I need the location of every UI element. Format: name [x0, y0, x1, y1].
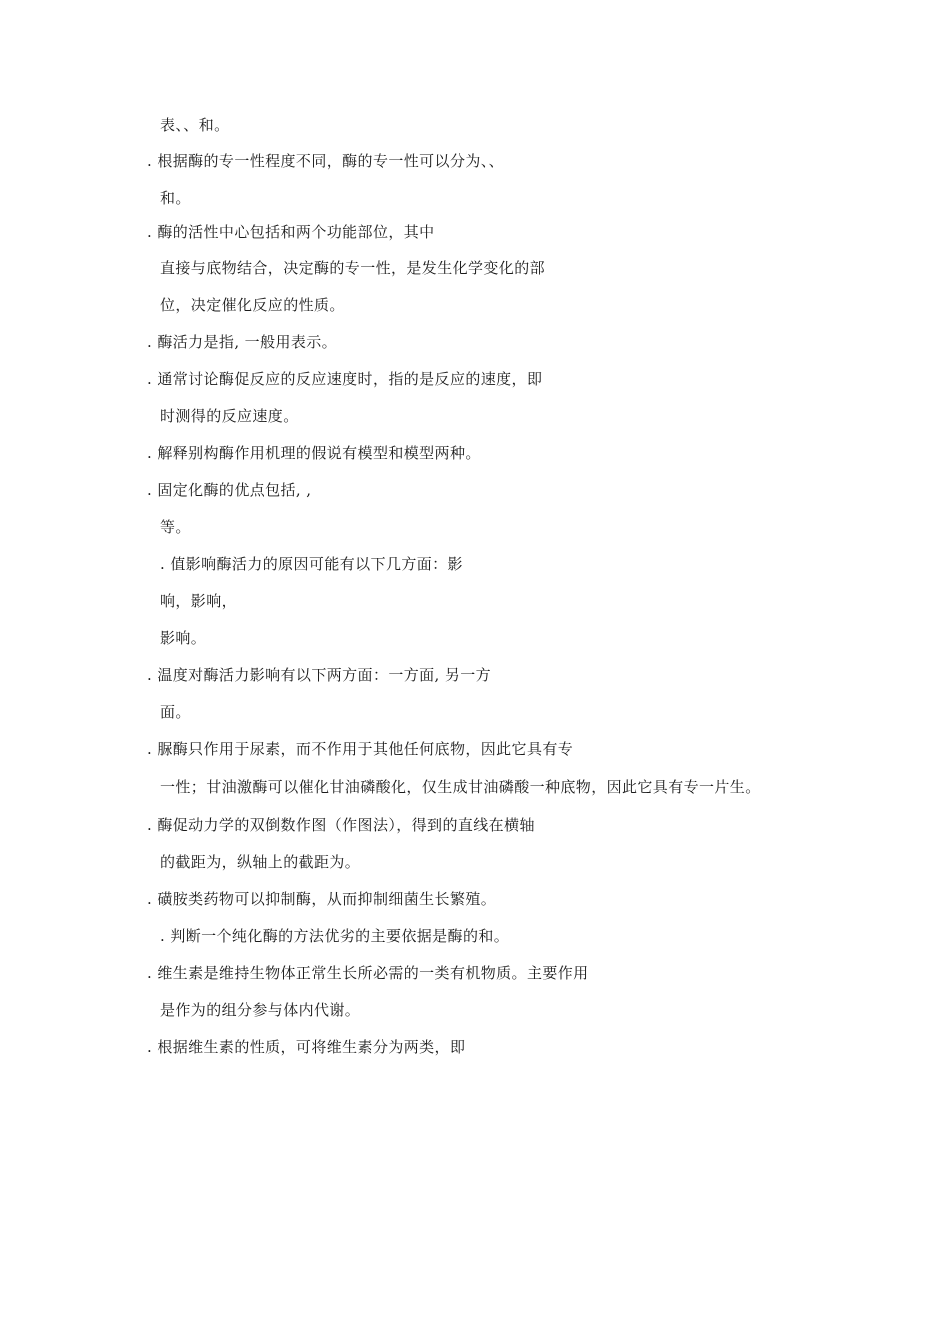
question-line: . 脲酶只作用于尿素，而不作用于其他任何底物，因此它具有专 [147, 740, 574, 758]
question-line: . 酶促动力学的双倒数作图（作图法），得到的直线在横轴 [147, 816, 535, 834]
text-line: 的截距为，纵轴上的截距为。 [160, 853, 361, 871]
text-line: 表、、和。 [160, 116, 230, 134]
question-line: . 固定化酶的优点包括, , [147, 481, 312, 499]
question-line: . 通常讨论酶促反应的反应速度时，指的是反应的速度，即 [147, 370, 543, 388]
question-line: . 维生素是维持生物体正常生长所必需的一类有机物质。主要作用 [147, 964, 589, 982]
question-line: . 根据酶的专一性程度不同，酶的专一性可以分为、、 [147, 152, 505, 170]
question-line: . 酶的活性中心包括和两个功能部位，其中 [147, 223, 435, 241]
question-line: . 解释别构酶作用机理的假说有模型和模型两种。 [147, 444, 481, 462]
question-line: . 判断一个纯化酶的方法优劣的主要依据是酶的和。 [160, 927, 510, 945]
text-line: 和。 [160, 189, 191, 207]
question-line: . 磺胺类药物可以抑制酶，从而抑制细菌生长繁殖。 [147, 890, 497, 908]
question-line: . 值影响酶活力的原因可能有以下几方面：影 [160, 555, 463, 573]
text-line: 面。 [160, 703, 191, 721]
text-line: 等。 [160, 518, 191, 536]
text-line: 直接与底物结合，决定酶的专一性，是发生化学变化的部 [160, 259, 546, 277]
question-line: . 酶活力是指, 一般用表示。 [147, 333, 338, 351]
text-line: 位，决定催化反应的性质。 [160, 296, 345, 314]
text-line: 响，影响， [160, 592, 238, 610]
question-line: . 根据维生素的性质，可将维生素分为两类，即 [147, 1038, 466, 1056]
question-line: . 温度对酶活力影响有以下两方面：一方面, 另一方 [147, 666, 492, 684]
text-line: 时测得的反应速度。 [160, 407, 299, 425]
text-line: 影响。 [160, 629, 207, 647]
text-line: 是作为的组分参与体内代谢。 [160, 1001, 361, 1019]
text-line: 一性；甘油激酶可以催化甘油磷酸化，仅生成甘油磷酸一种底物，因此它具有专一片生。 [160, 778, 761, 796]
